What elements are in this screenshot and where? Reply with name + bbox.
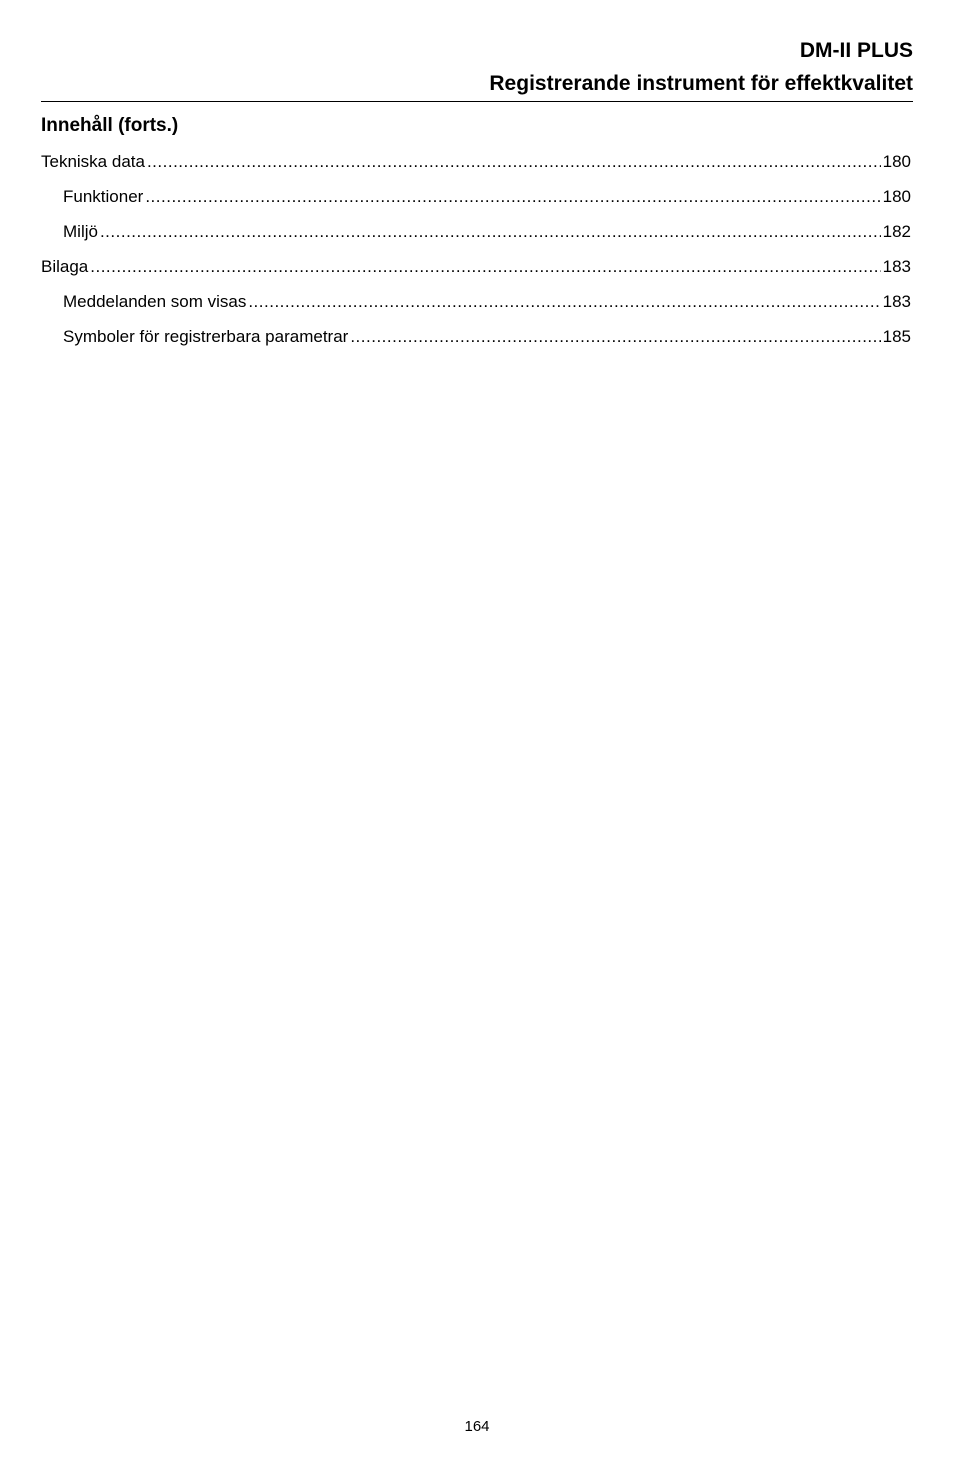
- toc-leader-dots: [100, 218, 881, 246]
- toc-entry[interactable]: [41, 148, 911, 183]
- toc-entry-label: Symboler för registrerbara parametrar: [63, 327, 349, 346]
- toc-leader-dots: [350, 323, 880, 351]
- toc-entry[interactable]: [41, 323, 911, 358]
- toc-entry-page: 185: [882, 327, 911, 346]
- toc-entry[interactable]: [41, 288, 911, 323]
- toc-leader-dots: [145, 183, 880, 211]
- toc-leader-dots: [248, 288, 880, 316]
- page-header: [41, 34, 913, 100]
- toc-leader-dots: [147, 148, 881, 176]
- toc-entry-page: 183: [882, 257, 911, 276]
- toc-entry-page: 180: [882, 187, 911, 206]
- toc-entry-page: 180: [882, 152, 911, 171]
- toc-leader-dots: [90, 253, 880, 281]
- header-divider: [41, 101, 913, 102]
- toc-entry[interactable]: [41, 253, 911, 288]
- toc-entry[interactable]: [41, 218, 911, 253]
- toc-entry-label: Meddelanden som visas: [63, 292, 247, 311]
- product-title: DM-II PLUS: [799, 39, 913, 62]
- toc-entry-label: Tekniska data: [41, 152, 145, 171]
- toc-entry[interactable]: [41, 183, 911, 218]
- toc-entry-page: 182: [882, 222, 911, 241]
- table-of-contents: [41, 148, 911, 358]
- page-number: 164: [464, 1418, 490, 1435]
- section-title: Innehåll (forts.): [41, 115, 179, 136]
- toc-entry-page: 183: [882, 292, 911, 311]
- document-subtitle: Registrerande instrument för effektkvalitet: [489, 72, 913, 95]
- toc-entry-label: Miljö: [63, 222, 98, 241]
- toc-entry-label: Funktioner: [63, 187, 144, 206]
- toc-entry-label: Bilaga: [41, 257, 89, 276]
